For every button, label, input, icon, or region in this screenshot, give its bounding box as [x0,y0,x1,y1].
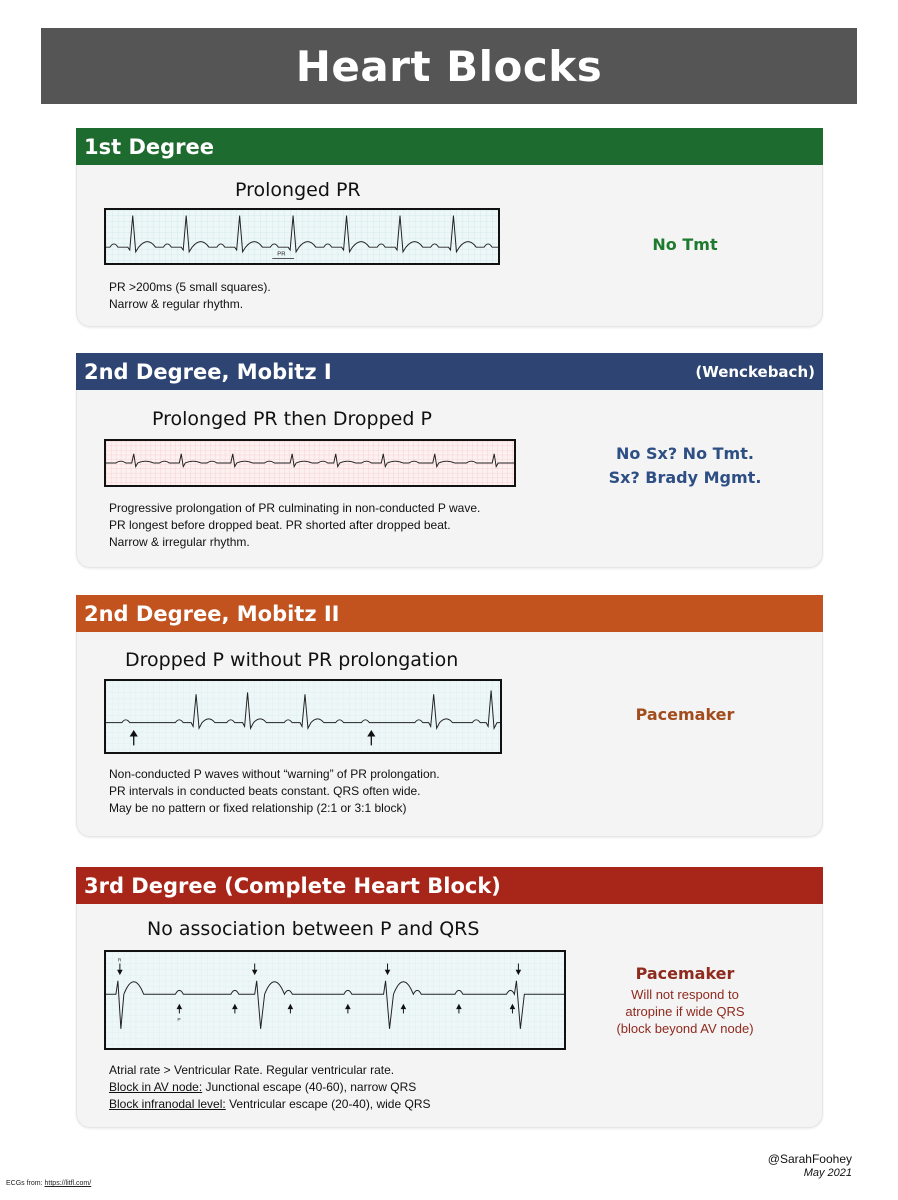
ecg-r-label: R [117,958,122,964]
description-line: Progressive prolongation of PR culminating in non-conducted P wave. [109,501,481,515]
ecg-heading: Dropped P without PR prolongation [125,649,459,671]
publish-date: May 2021 [803,1167,852,1179]
underlined-label: Block infranodal level: [109,1097,226,1111]
section-header [76,128,823,165]
ecg-strip-first-degree [104,208,500,265]
description-line: Non-conducted P waves without “warning” of PR prolongation. [109,767,440,781]
section-header [76,353,823,390]
ecg-heading: No association between P and QRS [147,918,480,940]
page-title: Heart Blocks [295,41,603,91]
ecg-trace [106,441,514,485]
description-line: PR longest before dropped beat. PR shorted after dropped beat. [109,518,451,532]
ecg-pr-label: PR [277,251,286,258]
section-card [76,632,823,837]
section-description [109,766,440,817]
section-card [76,904,823,1128]
section-description [109,1062,431,1113]
description-line-underlined [109,1079,431,1096]
author-credit [768,1152,852,1180]
underlined-label: Block in AV node: [109,1080,203,1094]
author-name: @SarahFoohey [767,1152,852,1166]
treatment-line: Sx? Brady Mgmt. [608,468,762,487]
description-text: Ventricular escape (20-40), wide QRS [225,1097,431,1111]
treatment-note-line: atropine if wide QRS [625,1004,745,1019]
section-title: 1st Degree [84,134,215,159]
description-text: Junctional escape (40-60), narrow QRS [202,1080,417,1094]
section-title: 2nd Degree, Mobitz I [84,359,332,384]
ecg-trace [106,952,564,1048]
ecg-strip-mobitz-1 [104,439,516,487]
title-banner [41,28,857,104]
ecg-heading: Prolonged PR then Dropped P [152,408,432,430]
treatment-text [585,962,785,1037]
description-line: Narrow & irregular rhythm. [109,535,250,549]
treatment-note-line: (block beyond AV node) [616,1021,754,1036]
description-line: May be no pattern or fixed relationship (2:1 or 3:1 block) [109,801,407,815]
treatment-line: Pacemaker [635,964,735,983]
section-title: 2nd Degree, Mobitz II [84,601,340,626]
source-label: ECGs from: [6,1180,45,1187]
section-third-degree [76,867,823,1128]
source-link[interactable]: https://litfl.com/ [44,1180,92,1187]
ecg-trace [106,681,500,752]
ecg-strip-mobitz-2 [104,679,502,754]
description-line: PR >200ms (5 small squares). [109,280,271,294]
section-header [76,867,823,904]
section-subtitle: (Wenckebach) [695,362,815,381]
treatment-text [585,442,785,490]
section-mobitz-1 [76,353,823,568]
section-header [76,595,823,632]
description-line: Narrow & regular rhythm. [109,297,244,311]
treatment-line: No Sx? No Tmt. [616,444,754,463]
section-card [76,390,823,568]
source-credit [6,1180,91,1187]
ecg-heading: Prolonged PR [235,179,361,201]
ecg-strip-third-degree [104,950,566,1050]
section-title: 3rd Degree (Complete Heart Block) [84,873,501,898]
section-description [109,279,271,313]
treatment-text [585,233,785,257]
treatment-line: No Tmt [652,235,718,254]
description-line: Atrial rate > Ventricular Rate. Regular ventricular rate. [109,1063,395,1077]
ecg-p-label: P [177,1018,181,1024]
section-description [109,500,480,551]
section-mobitz-2 [76,595,823,837]
description-line-underlined [109,1096,431,1113]
section-first-degree [76,128,823,327]
description-line: PR intervals in conducted beats constant. QRS often wide. [109,784,421,798]
treatment-note-line: Will not respond to [631,987,739,1002]
treatment-text [585,703,785,727]
treatment-line: Pacemaker [635,705,735,724]
section-card [76,165,823,327]
ecg-trace [106,210,498,263]
